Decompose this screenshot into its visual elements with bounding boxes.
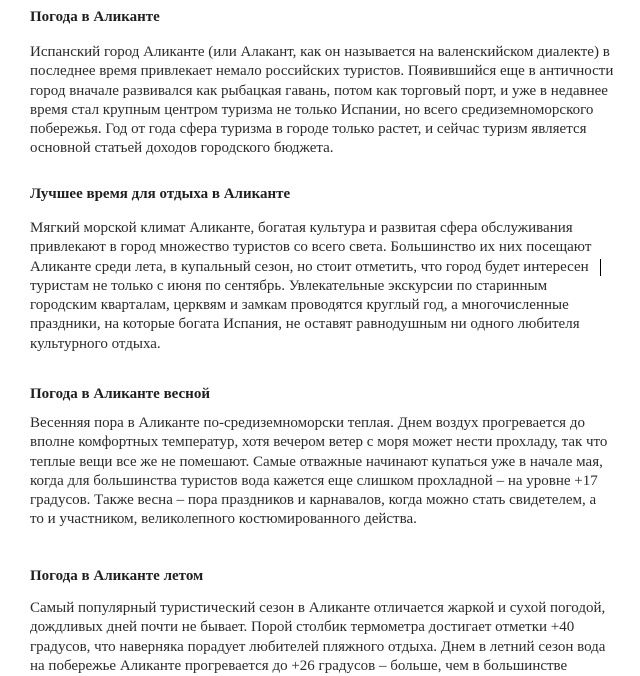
text-line: дождливых дней почти не бывает. Порой столбик термометра достигает отметки +40 [30,619,575,636]
text-line: на побережье Аликанте прогревается до +26 градусов – больше, чем в большинстве [30,657,568,674]
text-line: теплые вещи все же не помешают. Самые отважные начинают купаться уже в начале мая, [30,453,603,470]
section-heading: Лучшее время для отдыха в Аликанте [30,186,291,202]
section-paragraph [30,43,630,159]
text-line: градусов. Также весна – пора праздников и карнавалов, когда можно стать свидетелем, а [30,492,597,509]
text-line: туристам не только с июня по сентябрь. Увлекательные экскурсии по старинным [30,277,548,294]
text-line: городским кварталам, церквям и замкам проводятся круглый год, а многочисленные [30,297,569,314]
text-cursor [600,259,601,276]
section-paragraph [30,219,630,354]
text-line: праздники, на которые богата Испания, не оставят равнодушным ни одного любителя [30,316,580,333]
section-summer [30,567,630,676]
text-line: градусов, что наверняка порадует любителей пляжного отдыха. Днем в летний сезон вода [30,638,606,655]
section-paragraph [30,599,630,676]
section-best-time [30,185,630,354]
text-line: последнее время привлекает немало российских туристов. Появившийся еще в античности [30,63,614,80]
text-line: Самый популярный туристический сезон в Аликанте отличается жаркой и сухой погодой, [30,600,606,616]
section-heading: Погода в Аликанте весной [30,386,210,402]
section-spring [30,385,630,530]
section-weather [30,8,630,159]
text-line: Аликанте среди лета, в купальный сезон, но стоит отметить, что город будет интересен [30,258,589,275]
text-line: то и участником, великолепного костюмированного действа. [30,511,417,528]
text-line: Мягкий морской климат Аликанте, богатая культура и развитая сфера обслуживания [30,220,573,236]
text-line: Испанский город Аликанте (или Алакант, как он называется на валенскийском диалекте) в [30,44,610,60]
text-line: время стал крупным центром туризма не только Испании, но всего средиземноморского [30,101,594,118]
text-line: культурного отдыха. [30,335,161,352]
text-line: привлекают в город множество туристов со всего света. Большинство их них посещают [30,239,592,256]
text-line: побережья. Год от года сфера туризма в городе только растет, и сейчас туризм является [30,121,587,138]
text-line: вполне комфортных температур, хотя вечером ветер с моря может нести прохладу, так что [30,434,608,451]
text-line: когда для большинства туристов вода кажется еще слишком прохладной – на уровне +17 [30,472,598,489]
section-heading: Погода в Аликанте летом [30,568,204,584]
text-line: Весенняя пора в Аликанте по-средиземноморски теплая. Днем воздух прогревается до [30,415,585,431]
section-heading: Погода в Аликанте [30,9,160,25]
text-line: основной статьей доходов городского бюджета. [30,140,334,157]
section-paragraph [30,414,630,530]
text-line: город вначале развивался как рыбацкая гавань, потом как торговый порт, и уже в недавнее [30,82,608,99]
